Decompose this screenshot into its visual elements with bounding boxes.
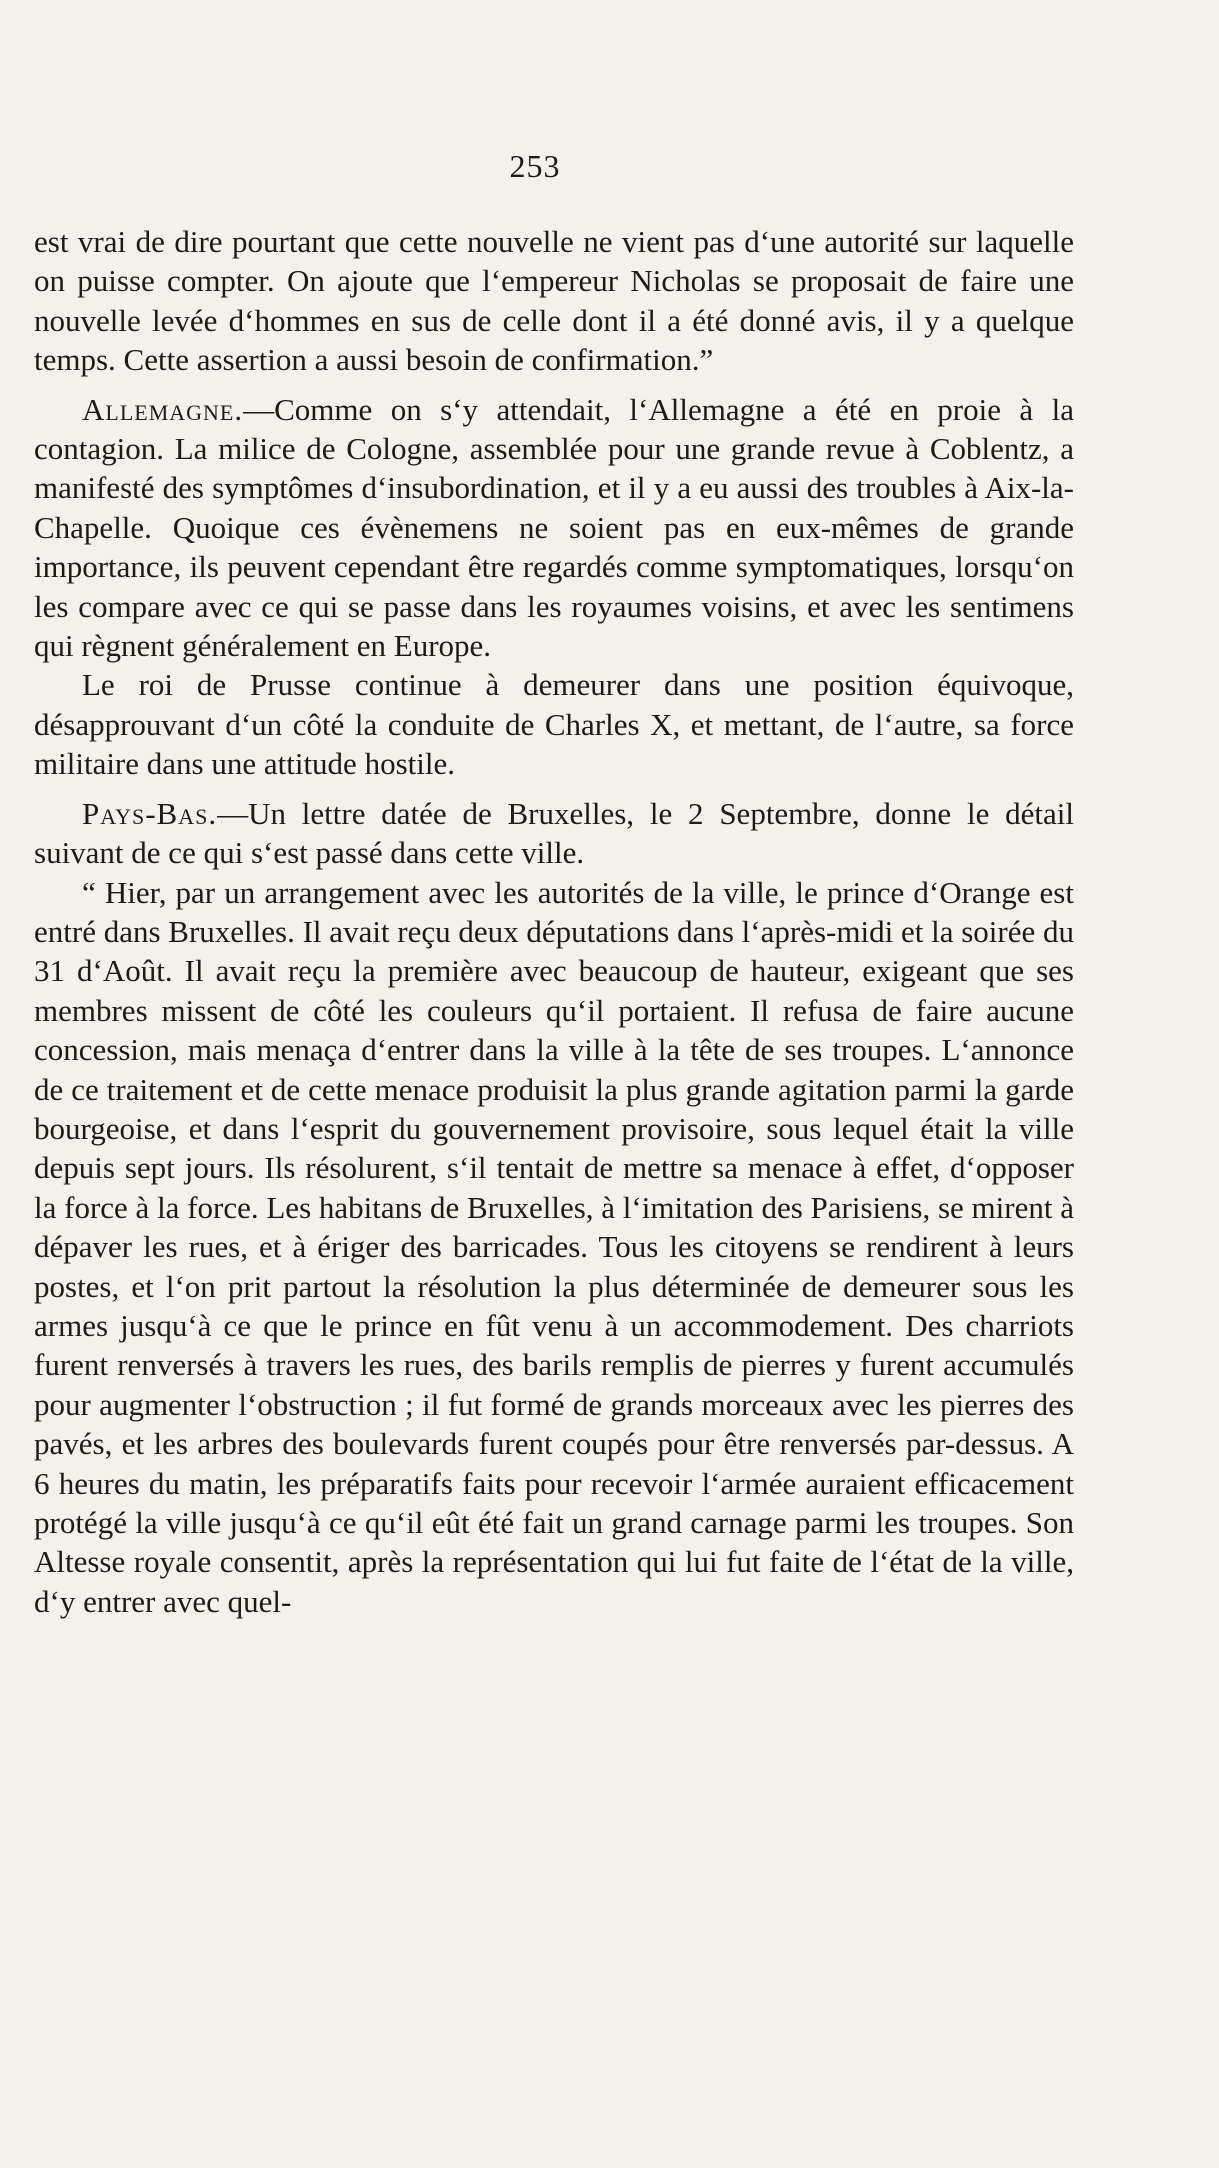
paragraph-text: —Un lettre datée de Bruxelles, le 2 Septembre, donne le détail suivant de ce qui s‘est passé dans cette ville. xyxy=(34,795,1074,871)
text-column xyxy=(34,222,1074,1621)
paragraph-letter xyxy=(34,873,1074,1622)
paragraph-prusse xyxy=(34,665,1074,783)
paragraph-text: est vrai de dire pourtant que cette nouvelle ne vient pas d‘une autorité sur laquelle on puisse compter. On ajoute que l‘empereur Nicholas se proposait de faire une nouvelle levée d‘hommes en sus de celle dont il a été donné avis, il y a quelque temps. Cette assertion a aussi besoin de confirmation.” xyxy=(34,224,1074,378)
paragraph-text: “ Hier, par un arrangement avec les autorités de la ville, le prince d‘Orange est entré dans Bruxelles. Il avait reçu deux députations dans l‘après-midi et la soirée du 31 d‘Août. Il avait reçu la première avec beaucoup de hauteur, exigeant que ses membres missent de côté les couleurs qu‘il portaient. Il refusa de faire aucune concession, mais menaça d‘entrer dans la ville à la tête de ses troupes. L‘annonce de ce traitement et de cette menace produisit la plus grande agitation parmi la garde bourgeoise, et dans l‘esprit du gouvernement provisoire, sous lequel était la ville depuis sept jours. Ils résolurent, s‘il tentait de mettre sa menace à effet, d‘opposer la force à la force. Les habitans de Bruxelles, à l‘imitation des Parisiens, se mirent à dépaver les rues, et à ériger des barricades. Tous les citoyens se rendirent à leurs postes, et l‘on prit partout la résolution la plus déterminée de demeurer sous les armes jusqu‘à ce que le prince en fût venu à un accommodement. Des charriots furent renversés à travers les rues, des barils remplis de pierres y furent accumulés pour augmenter l‘obstruction ; il fut formé de grands morceaux avec les pierres des pavés, et les arbres des boulevards furent coupés pour être renversés par-dessus. A 6 heures du matin, les préparatifs faits pour recevoir l‘armée auraient efficacement protégé la ville jusqu‘à ce qu‘il eût été fait un grand carnage parmi les troupes. Son Altesse royale consentit, après la représentation qui lui fut faite de l‘état de la ville, d‘y entrer avec quel- xyxy=(34,874,1074,1619)
paragraph-pays-bas xyxy=(34,794,1074,873)
paragraph-text: Le roi de Prusse continue à demeurer dans une position équivoque, désapprouvant d‘un côté la conduite de Charles X, et mettant, de l‘autre, sa force militaire dans une attitude hostile. xyxy=(34,667,1074,782)
section-heading-pays-bas: Pays-Bas. xyxy=(82,795,218,831)
page-number: 253 xyxy=(509,148,561,184)
paragraph-continuation xyxy=(34,222,1074,380)
paragraph-allemagne xyxy=(34,390,1074,666)
section-heading-allemagne: Allemagne. xyxy=(82,391,244,427)
paragraph-text: —Comme on s‘y attendait, l‘Allemagne a été en proie à la contagion. La milice de Cologne, assemblée pour une grande revue à Coblentz, a manifesté des symptômes d‘insubordination, et il y a eu aussi des troubles à Aix-la-Chapelle. Quoique ces évènemens ne soient pas en eux-mêmes de grande importance, ils peuvent cependant être regardés comme symptomatiques, lorsqu‘on les compare avec ce qui se passe dans les royaumes voisins, et avec les sentimens qui règnent généralement en Europe. xyxy=(34,391,1074,664)
